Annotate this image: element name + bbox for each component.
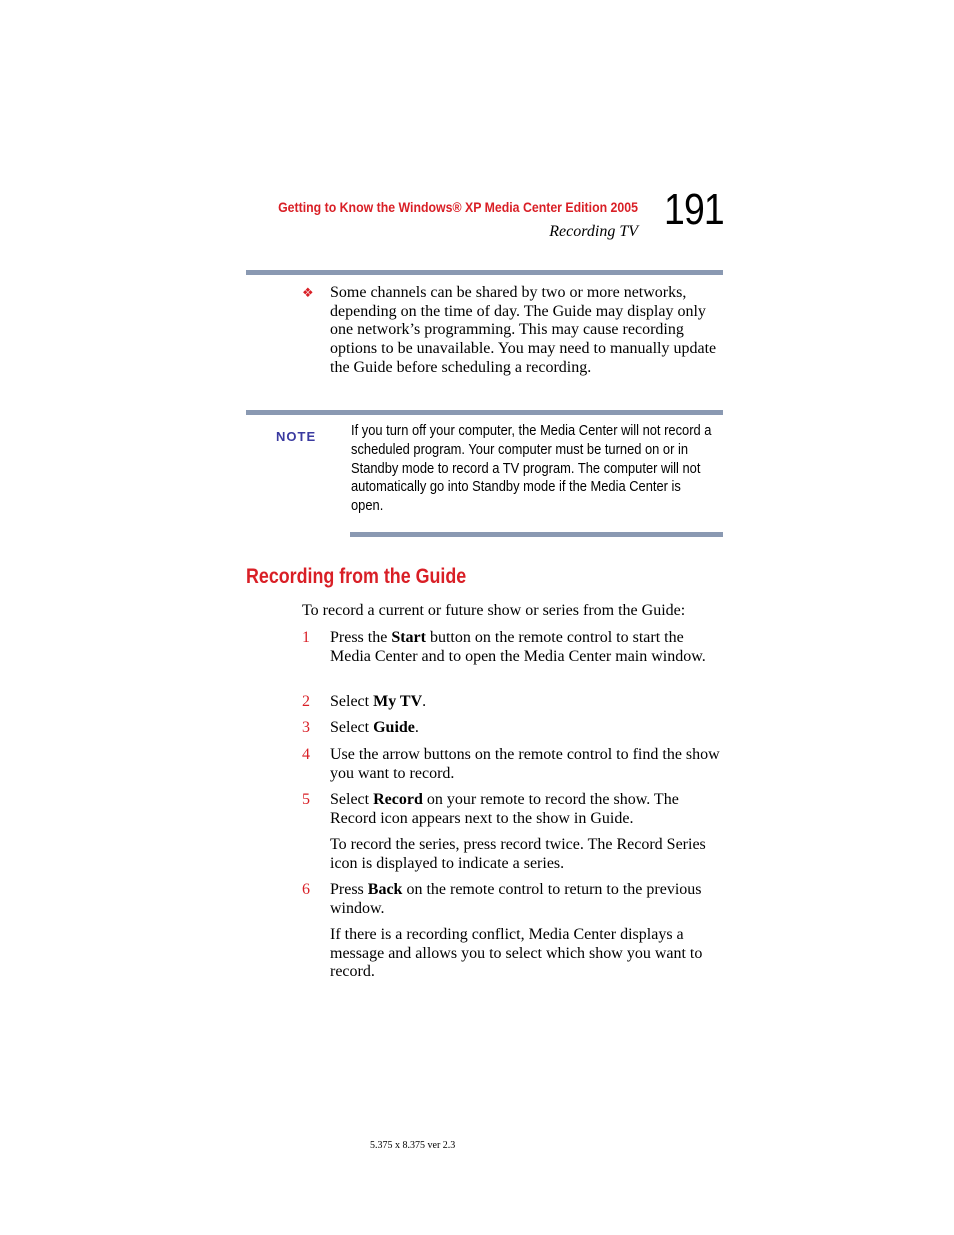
step-text: Select My TV. <box>330 693 427 710</box>
step-5-followup: To record the series, press record twice. The Record Series icon is displayed to indicate a series. <box>330 836 706 872</box>
step-text: Use the arrow buttons on the remote control to find the show you want to record. <box>330 746 720 782</box>
step-number: 2 <box>302 693 310 710</box>
step-text: Press Back on the remote control to return to the previous window. <box>330 881 702 917</box>
step-text: Select Guide. <box>330 719 419 736</box>
page-number: 191 <box>664 185 724 234</box>
footer-version: 5.375 x 8.375 ver 2.3 <box>370 1140 456 1151</box>
note-label: NOTE <box>276 429 317 444</box>
step-6-followup: If there is a recording conflict, Media Center displays a message and allows you to select which show you want to record. <box>330 926 703 981</box>
note-text: If you turn off your computer, the Media Center will not record a scheduled program. Your computer must be turned on or in Standby mode to record a TV program. The computer will not automatically go into Standby mode if the Media Center is open. <box>351 422 712 515</box>
note-top-rule <box>246 410 723 415</box>
diamond-bullet-icon: ❖ <box>302 286 314 301</box>
top-rule <box>246 270 723 275</box>
step-text: Select Record on your remote to record the show. The Record icon appears next to the show in Guide. <box>330 791 679 827</box>
step-number: 1 <box>302 629 310 646</box>
step-number: 4 <box>302 746 310 763</box>
step-text: Press the Start button on the remote control to start the Media Center and to open the Media Center main window. <box>330 629 706 665</box>
step-number: 3 <box>302 719 310 736</box>
bullet-text: Some channels can be shared by two or more networks, depending on the time of day. The Guide may display only one network’s programming. This may cause recording options to be unavailable. You may need to manually update the Guide before scheduling a recording. <box>330 284 717 376</box>
step-number: 6 <box>302 881 310 898</box>
note-bottom-rule <box>350 532 723 537</box>
running-header-chapter: Getting to Know the Windows® XP Media Center Edition 2005 <box>278 199 638 215</box>
step-number: 5 <box>302 791 310 808</box>
section-heading: Recording from the Guide <box>246 565 467 588</box>
running-header-section: Recording TV <box>549 223 638 240</box>
section-intro: To record a current or future show or series from the Guide: <box>302 602 686 619</box>
